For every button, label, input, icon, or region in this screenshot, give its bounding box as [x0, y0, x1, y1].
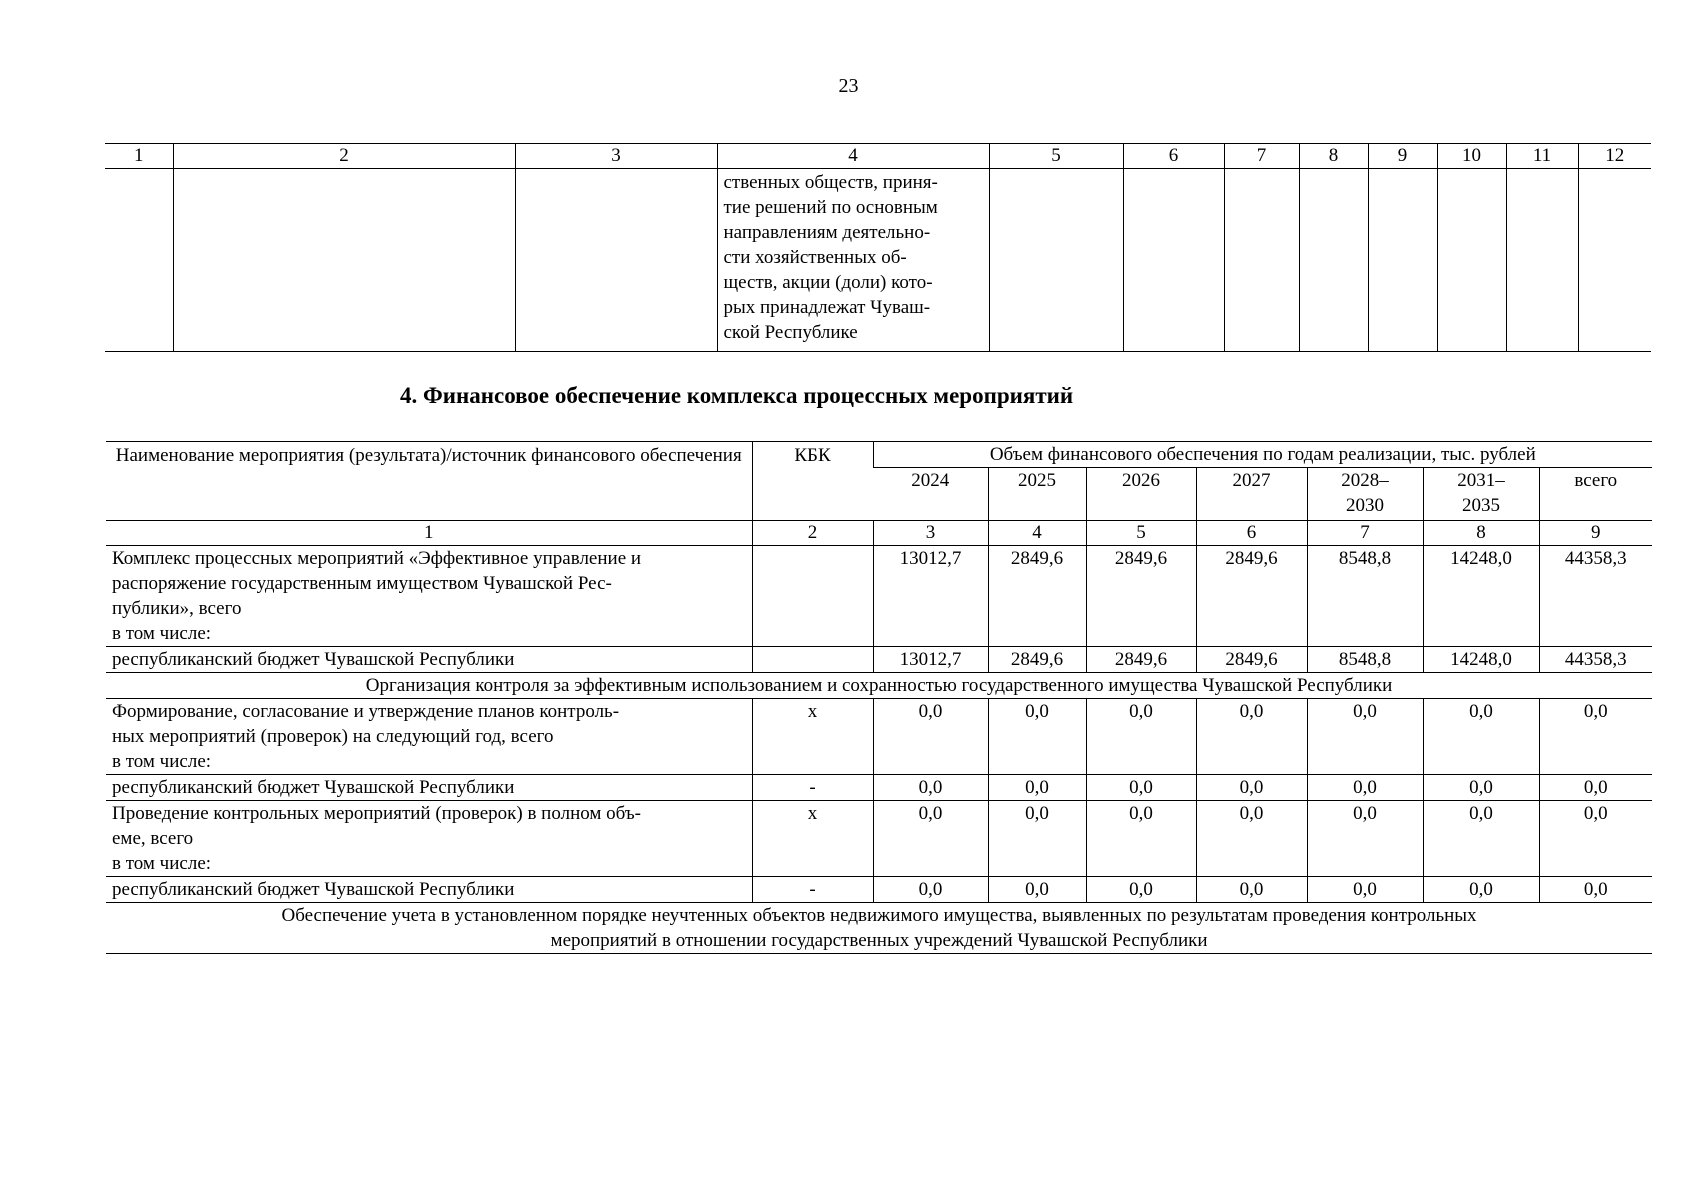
measure-description: [717, 169, 989, 352]
text-line: ственных обществ, приня-: [723, 172, 938, 193]
value-cell: 13012,7: [873, 647, 988, 673]
column-number: 6: [1123, 144, 1224, 169]
value-cell: 8548,8: [1307, 546, 1423, 647]
column-number: 11: [1506, 144, 1578, 169]
section-row: [106, 903, 1652, 954]
year-line: 2035: [1462, 495, 1500, 516]
header-year: [1086, 468, 1196, 521]
table-row: [106, 546, 1652, 647]
header-row: [106, 442, 1652, 468]
row-name: [106, 775, 752, 801]
name-line: Формирование, согласование и утверждение планов контроль-: [112, 701, 620, 722]
section-row: [106, 673, 1652, 699]
value-cell: 0,0: [1086, 775, 1196, 801]
year-line: 2026: [1122, 470, 1160, 491]
table-row: [106, 699, 1652, 775]
column-number: 8: [1423, 521, 1539, 546]
column-number: 2: [752, 521, 873, 546]
year-line: 2030: [1346, 495, 1384, 516]
table-row: [106, 775, 1652, 801]
table-cell: [1437, 169, 1506, 352]
year-line: 2024: [911, 470, 950, 491]
table-row: [106, 647, 1652, 673]
header-year: [1423, 468, 1539, 521]
value-cell: 2849,6: [1196, 546, 1307, 647]
name-line: публики», всего: [112, 598, 242, 619]
value-cell: 2849,6: [1196, 647, 1307, 673]
table-row: [106, 801, 1652, 877]
name-line: в том числе:: [112, 623, 212, 644]
column-number: 8: [1299, 144, 1368, 169]
value-cell: 0,0: [873, 699, 988, 775]
text-line: ской Республике: [723, 322, 858, 343]
row-kbk: -: [752, 775, 873, 801]
row-kbk: х: [752, 699, 873, 775]
value-cell: 0,0: [988, 877, 1086, 903]
value-cell: 0,0: [1196, 877, 1307, 903]
year-line: 2025: [1018, 470, 1056, 491]
year-line: 2031–: [1457, 470, 1505, 491]
text-line: рых принадлежат Чуваш-: [723, 297, 931, 318]
value-cell: 0,0: [873, 877, 988, 903]
value-cell: 2849,6: [1086, 546, 1196, 647]
header-year: [1539, 468, 1652, 521]
name-line: республиканский бюджет Чувашской Республики: [112, 777, 515, 798]
name-line: Комплекс процессных мероприятий «Эффективное управление и: [112, 548, 642, 569]
value-cell: 0,0: [1423, 801, 1539, 877]
value-cell: 2849,6: [988, 647, 1086, 673]
row-kbk: [752, 546, 873, 647]
column-number: 10: [1437, 144, 1506, 169]
table-cell: [1506, 169, 1578, 352]
value-cell: 14248,0: [1423, 647, 1539, 673]
row-name: [106, 801, 752, 877]
column-number: 5: [989, 144, 1123, 169]
page-number: 23: [838, 75, 859, 97]
column-number: 9: [1539, 521, 1652, 546]
header-year: [1307, 468, 1423, 521]
name-line: республиканский бюджет Чувашской Республики: [112, 879, 515, 900]
table-cell: [1299, 169, 1368, 352]
value-cell: 0,0: [1539, 775, 1652, 801]
text-line: сти хозяйственных об-: [723, 247, 907, 268]
header-name: Наименование мероприятия (результата)/источник финансового обеспечения: [106, 442, 752, 521]
value-cell: 0,0: [873, 801, 988, 877]
table-cell: [1368, 169, 1437, 352]
year-line: 2028–: [1341, 470, 1389, 491]
column-number: 1: [105, 144, 173, 169]
value-cell: 14248,0: [1423, 546, 1539, 647]
table-cell: [989, 169, 1123, 352]
table-row: [106, 877, 1652, 903]
name-line: еме, всего: [112, 828, 194, 849]
value-cell: 8548,8: [1307, 647, 1423, 673]
row-name: [106, 546, 752, 647]
value-cell: 0,0: [1086, 877, 1196, 903]
name-line: в том числе:: [112, 751, 212, 772]
column-number: 3: [515, 144, 717, 169]
value-cell: 0,0: [1196, 699, 1307, 775]
value-cell: 13012,7: [873, 546, 988, 647]
column-number-row: [106, 521, 1652, 546]
value-cell: 0,0: [873, 775, 988, 801]
table-row: [105, 169, 1651, 352]
table-cell: [1123, 169, 1224, 352]
name-line: ных мероприятий (проверок) на следующий год, всего: [112, 726, 554, 747]
column-number: 5: [1086, 521, 1196, 546]
column-number: 6: [1196, 521, 1307, 546]
name-line: в том числе:: [112, 853, 212, 874]
value-cell: 0,0: [988, 775, 1086, 801]
name-line: республиканский бюджет Чувашской Республики: [112, 649, 515, 670]
column-number: 9: [1368, 144, 1437, 169]
value-cell: 0,0: [1307, 699, 1423, 775]
column-number: 4: [988, 521, 1086, 546]
value-cell: 0,0: [1196, 801, 1307, 877]
value-cell: 0,0: [1086, 801, 1196, 877]
value-cell: 0,0: [1307, 877, 1423, 903]
value-cell: 0,0: [1423, 775, 1539, 801]
column-number: 7: [1307, 521, 1423, 546]
value-cell: 0,0: [1196, 775, 1307, 801]
value-cell: 2849,6: [1086, 647, 1196, 673]
section-title: 4. Финансовое обеспечение комплекса процессных мероприятий: [400, 383, 1074, 408]
row-name: [106, 647, 752, 673]
value-cell: 0,0: [1086, 699, 1196, 775]
section-line: мероприятий в отношении государственных учреждений Чувашской Республики: [550, 930, 1208, 951]
text-line: тие решений по основным: [723, 197, 938, 218]
year-line: 2027: [1232, 470, 1271, 491]
section-heading: Организация контроля за эффективным использованием и сохранностью государственного имущества Чувашской Республики: [106, 673, 1652, 699]
header-year: [1196, 468, 1307, 521]
column-number-row: [105, 144, 1651, 169]
continuation-table: [105, 143, 1651, 352]
column-number: 7: [1224, 144, 1299, 169]
row-kbk: -: [752, 877, 873, 903]
column-number: 3: [873, 521, 988, 546]
table-cell: [515, 169, 717, 352]
value-cell: 0,0: [1539, 801, 1652, 877]
row-name: [106, 877, 752, 903]
header-year: [988, 468, 1086, 521]
column-number: 2: [173, 144, 515, 169]
value-cell: 0,0: [988, 801, 1086, 877]
column-number: 1: [106, 521, 752, 546]
year-line: всего: [1574, 470, 1618, 491]
header-volume: Объем финансового обеспечения по годам реализации, тыс. рублей: [873, 442, 1652, 468]
value-cell: 44358,3: [1539, 546, 1652, 647]
section-line: Обеспечение учета в установленном порядке неучтенных объектов недвижимого имущества, выявленных по результатам проведения контрольных: [281, 905, 1477, 926]
header-kbk: КБК: [752, 442, 873, 521]
value-cell: 2849,6: [988, 546, 1086, 647]
row-kbk: [752, 647, 873, 673]
column-number: 12: [1578, 144, 1651, 169]
value-cell: 0,0: [1423, 877, 1539, 903]
name-line: Проведение контрольных мероприятий (проверок) в полном объ-: [112, 803, 641, 824]
row-kbk: х: [752, 801, 873, 877]
value-cell: 0,0: [1307, 801, 1423, 877]
table-cell: [1578, 169, 1651, 352]
value-cell: 0,0: [1539, 877, 1652, 903]
value-cell: 44358,3: [1539, 647, 1652, 673]
text-line: ществ, акции (доли) кото-: [723, 272, 933, 293]
text-line: направлениям деятельно-: [723, 222, 931, 243]
finance-table: [106, 441, 1652, 954]
value-cell: 0,0: [1539, 699, 1652, 775]
value-cell: 0,0: [1423, 699, 1539, 775]
table-cell: [1224, 169, 1299, 352]
value-cell: 0,0: [1307, 775, 1423, 801]
name-line: распоряжение государственным имуществом Чувашской Рес-: [112, 573, 612, 594]
column-number: 4: [717, 144, 989, 169]
section-heading: [106, 903, 1652, 954]
header-year: [873, 468, 988, 521]
table-cell: [105, 169, 173, 352]
row-name: [106, 699, 752, 775]
table-cell: [173, 169, 515, 352]
value-cell: 0,0: [988, 699, 1086, 775]
